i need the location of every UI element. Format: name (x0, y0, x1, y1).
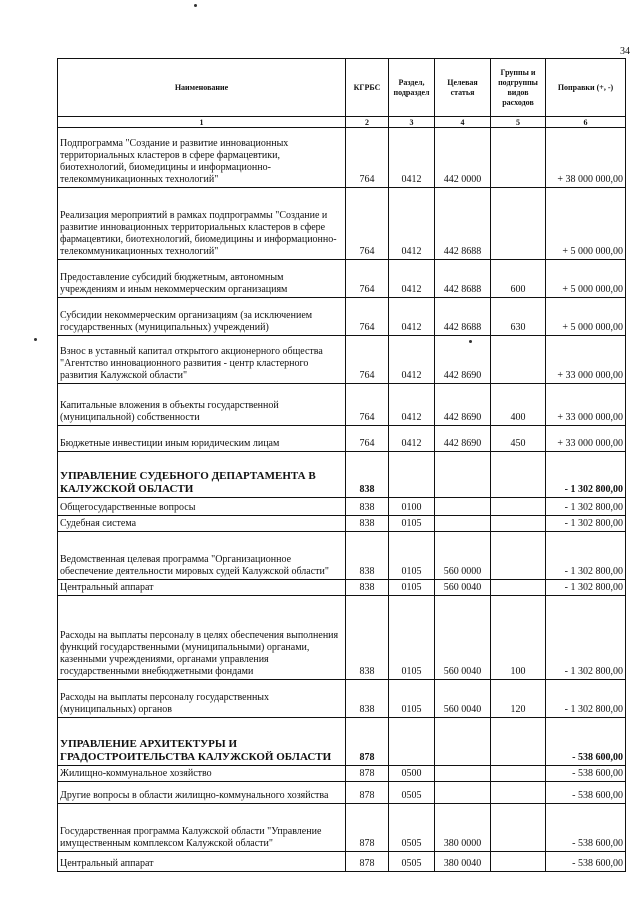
table-row (58, 680, 626, 718)
row-ktrbs: 764 (346, 260, 389, 298)
row-group: 400 (491, 384, 546, 426)
row-name: Предоставление субсидий бюджетным, автономным учреждениям и иным некоммерческим организациям (58, 260, 346, 298)
table-row (58, 426, 626, 452)
row-name: Взнос в уставный капитал открытого акционерного общества "Агентство инновационного развития - центр кластерного развития Калужской области" (58, 336, 346, 384)
row-ktrbs: 764 (346, 426, 389, 452)
header-section: Раздел, подраздел (389, 59, 435, 117)
row-target: 442 8690 (435, 384, 491, 426)
row-group (491, 452, 546, 498)
row-group (491, 782, 546, 804)
row-name: Общегосударственные вопросы (58, 498, 346, 516)
row-ktrbs: 764 (346, 298, 389, 336)
table-row (58, 718, 626, 766)
row-section: 0412 (389, 384, 435, 426)
row-target: 380 0040 (435, 852, 491, 872)
row-name: Бюджетные инвестиции иным юридическим лицам (58, 426, 346, 452)
row-name: Центральный аппарат (58, 852, 346, 872)
row-group (491, 804, 546, 852)
table-row (58, 384, 626, 426)
row-amount: - 538 600,00 (546, 718, 626, 766)
row-group (491, 852, 546, 872)
row-amount: + 5 000 000,00 (546, 188, 626, 260)
row-amount: - 1 302 800,00 (546, 580, 626, 596)
row-group (491, 188, 546, 260)
row-group: 450 (491, 426, 546, 452)
table-row (58, 498, 626, 516)
row-ktrbs: 764 (346, 188, 389, 260)
row-amount: + 5 000 000,00 (546, 260, 626, 298)
row-ktrbs: 838 (346, 680, 389, 718)
row-section: 0412 (389, 260, 435, 298)
row-target: 560 0040 (435, 680, 491, 718)
row-section (389, 718, 435, 766)
row-group: 630 (491, 298, 546, 336)
row-group (491, 336, 546, 384)
row-name: Ведомственная целевая программа "Организационное обеспечение деятельности мировых судей Калужской области" (58, 532, 346, 580)
row-name: Жилищно-коммунальное хозяйство (58, 766, 346, 782)
table-row (58, 852, 626, 872)
row-name: Капитальные вложения в объекты государственной (муниципальной) собственности (58, 384, 346, 426)
row-group (491, 766, 546, 782)
row-name: Другие вопросы в области жилищно-коммунального хозяйства (58, 782, 346, 804)
row-name: Судебная система (58, 516, 346, 532)
table-row (58, 188, 626, 260)
row-target: 442 8690 (435, 426, 491, 452)
header-groups: Группы и подгруппы видов расходов (491, 59, 546, 117)
row-section: 0105 (389, 680, 435, 718)
table-row (58, 128, 626, 188)
row-target: 380 0000 (435, 804, 491, 852)
table-row (58, 452, 626, 498)
row-amount: + 33 000 000,00 (546, 384, 626, 426)
row-section: 0105 (389, 596, 435, 680)
row-ktrbs: 838 (346, 452, 389, 498)
budget-table (57, 58, 626, 872)
row-ktrbs: 838 (346, 516, 389, 532)
row-section: 0505 (389, 804, 435, 852)
scan-speck (194, 4, 197, 7)
row-target (435, 766, 491, 782)
row-group: 120 (491, 680, 546, 718)
row-section: 0100 (389, 498, 435, 516)
row-amount: + 33 000 000,00 (546, 336, 626, 384)
row-name: УПРАВЛЕНИЕ СУДЕБНОГО ДЕПАРТАМЕНТА В КАЛУЖСКОЙ ОБЛАСТИ (58, 452, 346, 498)
row-name: Государственная программа Калужской области "Управление имущественным комплексом Калужской области" (58, 804, 346, 852)
row-amount: + 5 000 000,00 (546, 298, 626, 336)
row-amount: - 538 600,00 (546, 804, 626, 852)
row-group (491, 718, 546, 766)
table-header-row (58, 59, 626, 117)
row-ktrbs: 764 (346, 336, 389, 384)
row-name: Субсидии некоммерческим организациям (за исключением государственных (муниципальных) учреждений) (58, 298, 346, 336)
column-number-row (58, 117, 626, 128)
row-amount: - 1 302 800,00 (546, 680, 626, 718)
table-row (58, 580, 626, 596)
row-group (491, 532, 546, 580)
row-amount: - 1 302 800,00 (546, 596, 626, 680)
row-target (435, 498, 491, 516)
table-row (58, 260, 626, 298)
row-section: 0105 (389, 580, 435, 596)
row-amount: - 1 302 800,00 (546, 452, 626, 498)
scan-speck (34, 338, 37, 341)
row-target: 560 0040 (435, 596, 491, 680)
page-number: 34 (620, 46, 630, 57)
row-section: 0412 (389, 188, 435, 260)
row-amount: - 538 600,00 (546, 766, 626, 782)
row-target: 560 0000 (435, 532, 491, 580)
row-name: Подпрограмма "Создание и развитие инновационных территориальных кластеров в сфере фармацевтики, биотехнологий, биомедицины и информационно-телекоммуникационных технологий" (58, 128, 346, 188)
row-target (435, 718, 491, 766)
row-section: 0105 (389, 532, 435, 580)
table-row (58, 596, 626, 680)
row-group: 600 (491, 260, 546, 298)
header-target: Целевая статья (435, 59, 491, 117)
row-target (435, 452, 491, 498)
row-amount: - 1 302 800,00 (546, 498, 626, 516)
row-section: 0412 (389, 298, 435, 336)
row-target: 442 8688 (435, 188, 491, 260)
row-group (491, 498, 546, 516)
row-group (491, 516, 546, 532)
row-section: 0105 (389, 516, 435, 532)
row-section: 0412 (389, 128, 435, 188)
row-group: 100 (491, 596, 546, 680)
row-ktrbs: 764 (346, 128, 389, 188)
row-group (491, 128, 546, 188)
row-section: 0412 (389, 426, 435, 452)
row-section (389, 452, 435, 498)
table-row (58, 532, 626, 580)
row-amount: - 538 600,00 (546, 782, 626, 804)
column-number: 5 (491, 117, 546, 128)
row-group (491, 580, 546, 596)
table-row (58, 298, 626, 336)
table-row (58, 804, 626, 852)
column-number: 2 (346, 117, 389, 128)
row-name: Реализация мероприятий в рамках подпрограммы "Создание и развитие инновационных территориальных кластеров в сфере фармацевтики, биотехнологий, биомедицины и информационно-телекоммуникационных технологий" (58, 188, 346, 260)
row-target: 560 0040 (435, 580, 491, 596)
row-ktrbs: 764 (346, 384, 389, 426)
row-amount: - 1 302 800,00 (546, 532, 626, 580)
table-row (58, 336, 626, 384)
row-target: 442 0000 (435, 128, 491, 188)
row-ktrbs: 838 (346, 532, 389, 580)
header-ktrbs: КГРБС (346, 59, 389, 117)
row-amount: + 33 000 000,00 (546, 426, 626, 452)
row-section: 0505 (389, 852, 435, 872)
row-name: УПРАВЛЕНИЕ АРХИТЕКТУРЫ И ГРАДОСТРОИТЕЛЬСТВА КАЛУЖСКОЙ ОБЛАСТИ (58, 718, 346, 766)
row-target (435, 782, 491, 804)
row-target (435, 516, 491, 532)
column-number: 6 (546, 117, 626, 128)
row-amount: + 38 000 000,00 (546, 128, 626, 188)
row-section: 0505 (389, 782, 435, 804)
row-name: Расходы на выплаты персоналу государственных (муниципальных) органов (58, 680, 346, 718)
column-number: 3 (389, 117, 435, 128)
row-ktrbs: 878 (346, 766, 389, 782)
row-ktrbs: 838 (346, 596, 389, 680)
table-row (58, 516, 626, 532)
row-target: 442 8688 (435, 260, 491, 298)
row-amount: - 1 302 800,00 (546, 516, 626, 532)
row-target: 442 8688 (435, 298, 491, 336)
row-ktrbs: 838 (346, 498, 389, 516)
row-section: 0412 (389, 336, 435, 384)
row-section: 0500 (389, 766, 435, 782)
row-name: Расходы на выплаты персоналу в целях обеспечения выполнения функций государственными (муниципальными) органами, казенными учреждениями, органами управления государственными внебюджетными фондами (58, 596, 346, 680)
row-ktrbs: 878 (346, 718, 389, 766)
column-number: 4 (435, 117, 491, 128)
column-number: 1 (58, 117, 346, 128)
row-ktrbs: 838 (346, 580, 389, 596)
header-changes: Поправки (+, -) (546, 59, 626, 117)
header-name: Наименование (58, 59, 346, 117)
table-row (58, 782, 626, 804)
row-target: 442 8690 (435, 336, 491, 384)
row-ktrbs: 878 (346, 782, 389, 804)
row-ktrbs: 878 (346, 852, 389, 872)
row-name: Центральный аппарат (58, 580, 346, 596)
row-ktrbs: 878 (346, 804, 389, 852)
row-amount: - 538 600,00 (546, 852, 626, 872)
table-row (58, 766, 626, 782)
